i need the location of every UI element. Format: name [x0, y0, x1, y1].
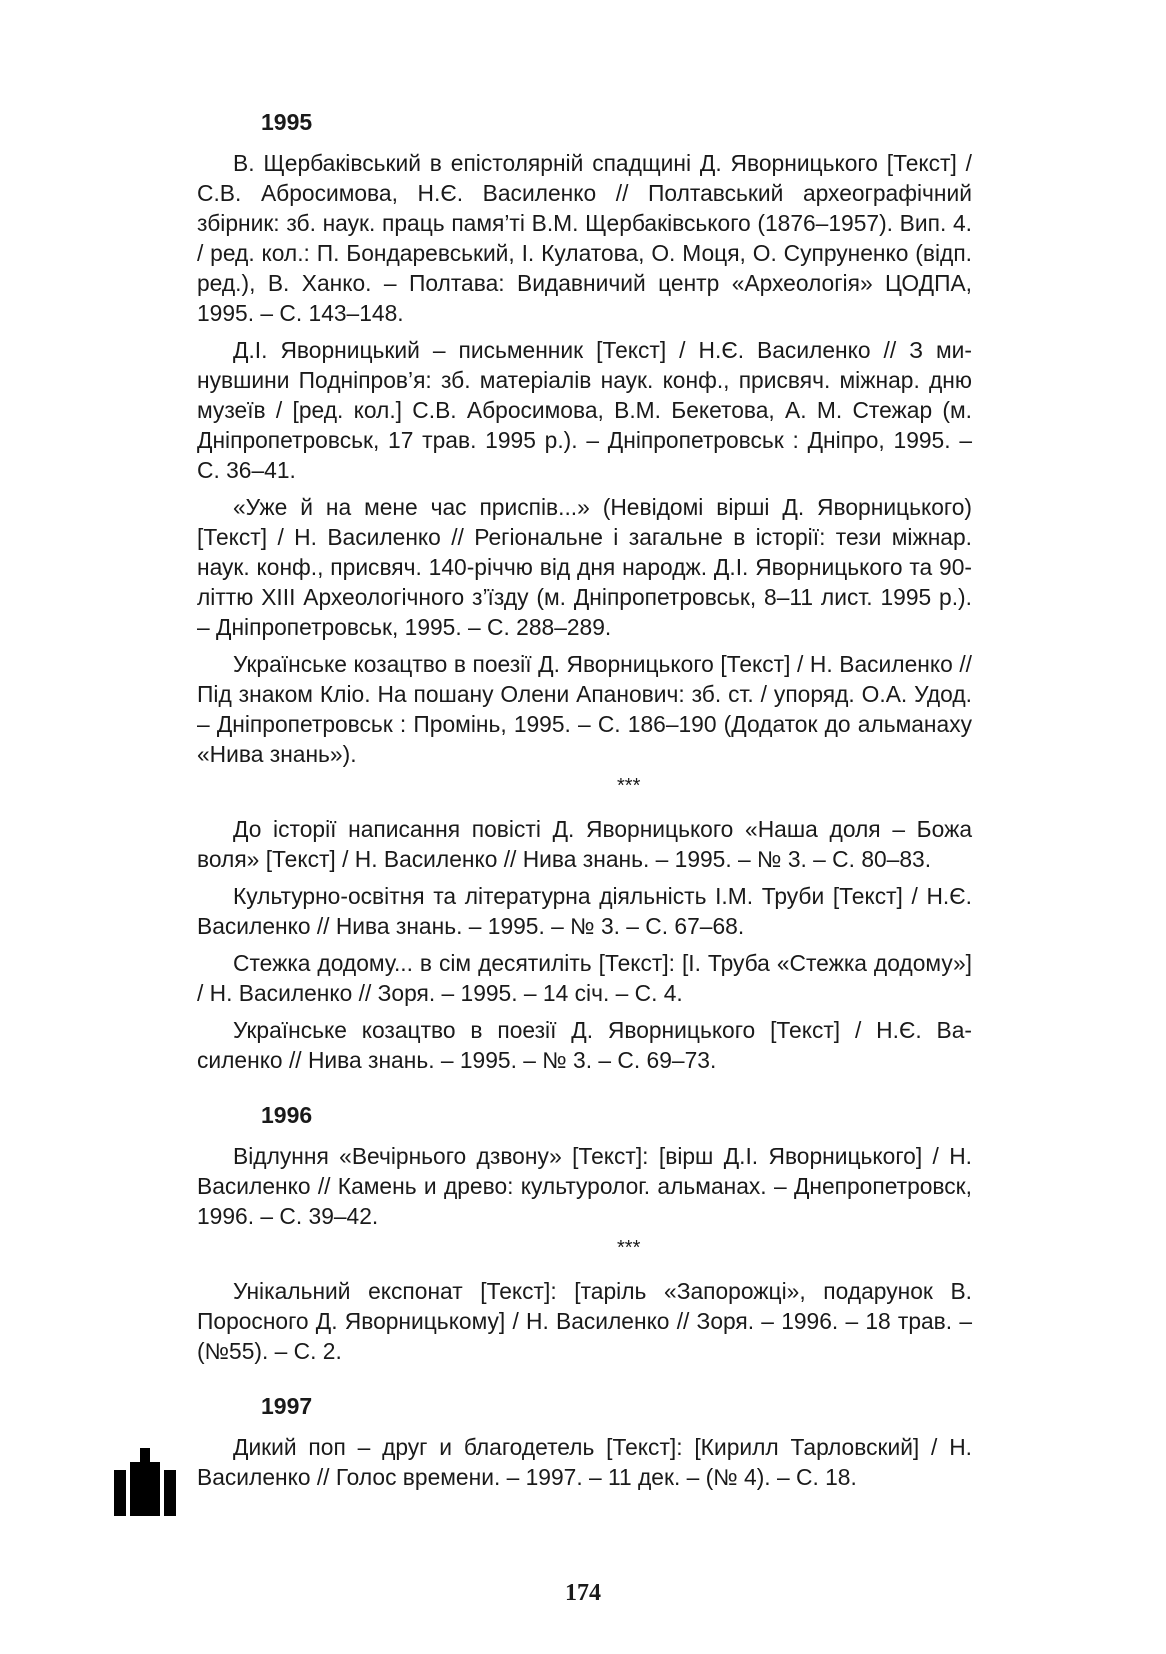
year-heading: 1997: [261, 1393, 313, 1419]
page-number: 174: [565, 1580, 601, 1606]
bibliography-entry: В. Щербаківський в епістолярній спадщині Д. Яворницького [Текст] / С.В. Абросимова, Н.Є. Василенко // Полтавський археографічний збірник: зб. наук. праць памя’ті В.М. Щербаківського (1876–1957). Вип. 4. / ред. кол.: П. Бондаревський, І. Кулатова, О. Моця, О. Супруненко (відп. ред.), В. Ханко. – Полтава: Видавничий центр «Археологія» ЦОДПА, 1995. – С. 143–148.: [197, 150, 972, 326]
bibliography-entry: Українське козацтво в поезії Д. Яворницького [Текст] / Н. Василенко // Під знаком Кліо. На пошану Олени Апанович: зб. ст. / упоряд. О.А. Удод. – Дніпропетровськ : Промінь, 1995. – С. 186–190 (Додаток до альманаху «Нива знань»).: [197, 651, 972, 767]
section-1997: [197, 1392, 972, 1492]
year-heading: 1996: [261, 1102, 313, 1128]
bibliography-entry: Стежка додому... в сім десятиліть [Текст]: [І. Труба «Стежка додому»] / Н. Василенко // Зоря. – 1995. – 14 січ. – С. 4.: [197, 950, 972, 1006]
year-heading: 1995: [261, 109, 313, 135]
bibliography-entry: Дикий поп – друг и благодетель [Текст]: [Кирилл Тарловский] / Н. Василенко // Голос времени. – 1997. – 11 дек. – (№ 4). – С. 18.: [197, 1434, 972, 1490]
document-page: [197, 108, 972, 1518]
separator: ***: [617, 775, 641, 797]
bibliography-entry: Українське козацтво в поезії Д. Яворницького [Текст] / Н.Є. Василенко // Нива знань. – 1995. – № 3. – С. 69–73.: [197, 1017, 972, 1073]
bibliography-entry: Відлуння «Вечірнього дзвону» [Текст]: [вірш Д.І. Яворницького] / Н. Василенко // Камень и древо: культуролог. альманах. – Днепропетровск, 1996. – С. 39–42.: [197, 1143, 972, 1229]
bibliography-entry: Культурно-освітня та літературна діяльність І.М. Труби [Текст] / Н.Є. Василенко // Нива знань. – 1995. – № 3. – С. 67–68.: [197, 883, 972, 939]
bookmark-logo-icon: [114, 1448, 176, 1516]
bibliography-entry: До історії написання повісті Д. Яворницького «Наша доля – Божа воля» [Текст] / Н. Василенко // Нива знань. – 1995. – № 3. – С. 80–83.: [197, 816, 972, 872]
bibliography-entry: Д.І. Яворницький – письменник [Текст] / Н.Є. Василенко // З минувшини Подніпров’я: зб. матеріалів наук. конф., присвяч. міжнар. дню музеїв / [ред. кол.] С.В. Абросимова, В.М. Бекетова, А. М. Стежар (м. Дніпропетровськ, 17 трав. 1995 р.). – Дніпропетровськ : Дніпро, 1995. – С. 36–41.: [197, 337, 972, 483]
bibliography-entry: «Уже й на мене час приспів...» (Невідомі вірші Д. Яворницького) [Текст] / Н. Василенко // Регіональне і загальне в історії: тези міжнар. наук. конф., присвяч. 140-річчю від дня народж. Д.І. Яворницького та 90-літтю XIII Археологічного з’їзду (м. Дніпропетровськ, 8–11 лист. 1995 р.). – Дніпропетровськ, 1995. – С. 288–289.: [197, 494, 972, 640]
section-1995: [197, 108, 972, 1075]
separator: ***: [617, 1237, 641, 1259]
section-1996: [197, 1101, 972, 1366]
bibliography-entry: Унікальний експонат [Текст]: [таріль «Запорожці», подарунок В. Поросного Д. Яворницькому] / Н. Василенко // Зоря. – 1996. – 18 трав. – (№55). – С. 2.: [197, 1278, 972, 1364]
